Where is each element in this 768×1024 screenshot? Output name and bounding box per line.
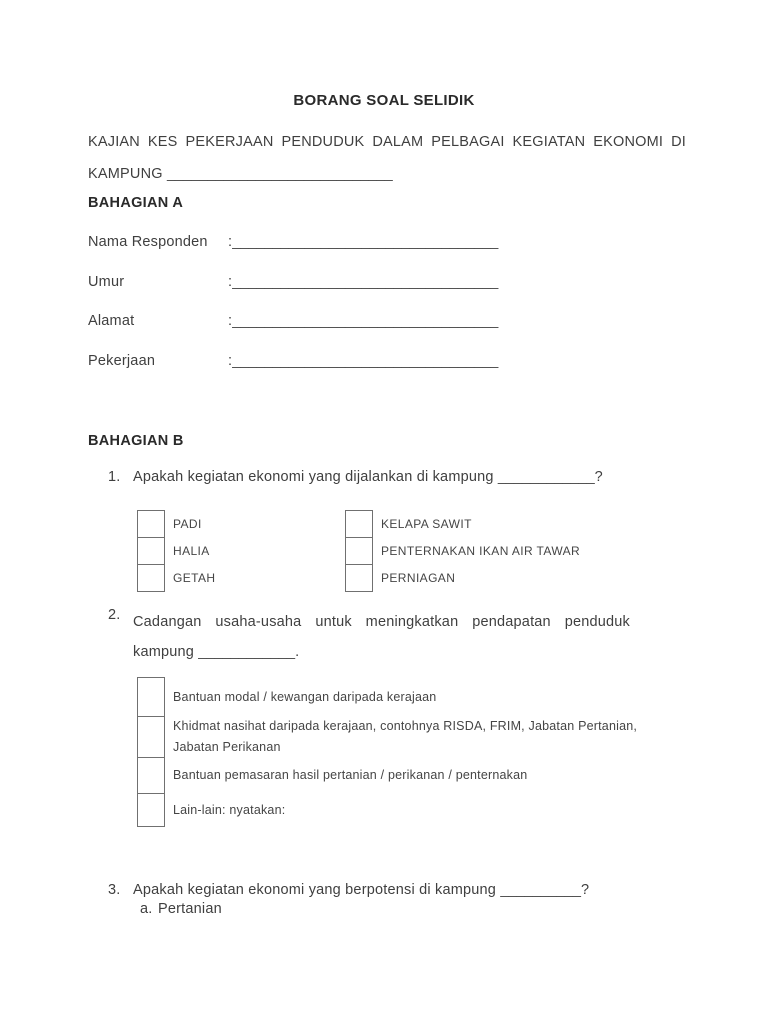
section-b-heading: BAHAGIAN B	[88, 433, 184, 449]
option-row-perniagan	[345, 564, 580, 592]
question-1-suffix: ?	[594, 469, 603, 485]
q1-options-right	[345, 510, 580, 592]
field-label-alamat: Alamat	[88, 313, 135, 329]
section-a-heading: BAHAGIAN A	[88, 195, 184, 211]
checkbox-getah[interactable]	[137, 564, 165, 592]
option-row-khidmat-nasihat	[137, 716, 675, 758]
question-2-line-1: Cadangan usaha-usaha untuk meningkatkan pendapatan penduduk	[133, 614, 630, 630]
question-2-text	[133, 607, 630, 667]
field-blank-pekerjaan: _________________________________	[232, 353, 499, 369]
colon-separator: :	[228, 353, 233, 369]
checkbox-perniagan[interactable]	[345, 564, 373, 592]
q1-options-left	[137, 510, 215, 592]
checkbox-penternakan-ikan[interactable]	[345, 537, 373, 565]
question-3	[108, 882, 589, 898]
question-2-line-2-word: kampung	[133, 644, 199, 660]
option-label-bantuan-modal: Bantuan modal / kewangan daripada kerajaan	[173, 689, 437, 704]
checkbox-khidmat-nasihat[interactable]	[137, 716, 165, 758]
question-2-number: 2.	[108, 607, 121, 623]
question-3-text-main: Apakah kegiatan ekonomi yang berpotensi di kampung	[133, 882, 501, 898]
option-row-padi	[137, 510, 215, 538]
option-row-lain-lain	[137, 793, 675, 827]
q2-options	[137, 677, 675, 827]
option-label-padi: PADI	[173, 517, 202, 531]
checkbox-bantuan-pemasaran[interactable]	[137, 757, 165, 794]
option-label-halia: HALIA	[173, 544, 210, 558]
option-row-getah	[137, 564, 215, 592]
question-3-blank: __________	[500, 882, 581, 898]
field-row-pekerjaan	[88, 353, 688, 369]
option-label-penternakan-ikan: PENTERNAKAN IKAN AIR TAWAR	[381, 544, 581, 558]
option-label-khidmat-nasihat: Khidmat nasihat daripada kerajaan, contohnya RISDA, FRIM, Jabatan Pertanian, Jabatan Perikanan	[173, 719, 638, 754]
option-label-lain-lain: Lain-lain: nyatakan:	[173, 802, 286, 817]
question-2-blank: ____________	[198, 644, 296, 660]
field-label-pekerjaan: Pekerjaan	[88, 353, 156, 369]
question-3-suffix: ?	[580, 882, 590, 898]
colon-separator: :	[228, 234, 233, 250]
checkbox-kelapa-sawit[interactable]	[345, 510, 373, 538]
question-1-blank: ____________	[497, 469, 595, 485]
intro-line-2-word: KAMPUNG	[88, 166, 163, 182]
field-row-alamat	[88, 313, 688, 329]
intro-line-2	[88, 158, 686, 190]
form-title: BORANG SOAL SELIDIK	[293, 92, 475, 109]
question-2-suffix: .	[295, 644, 300, 660]
field-blank-alamat: _________________________________	[232, 313, 499, 329]
intro-paragraph	[88, 126, 686, 190]
sub-option-letter: a.	[140, 901, 153, 917]
question-3-sub-option-a	[140, 901, 222, 917]
sub-option-text: Pertanian	[158, 901, 222, 917]
option-label-bantuan-pemasaran: Bantuan pemasaran hasil pertanian / perikanan / penternakan	[173, 768, 528, 782]
question-1-text	[133, 469, 603, 485]
question-3-number: 3.	[108, 882, 121, 898]
option-row-bantuan-modal	[137, 677, 675, 717]
checkbox-bantuan-modal[interactable]	[137, 677, 165, 717]
option-row-penternakan-ikan	[345, 537, 580, 565]
question-2-line-2	[133, 637, 630, 667]
field-row-nama-responden	[88, 234, 688, 250]
field-blank-nama-responden: _________________________________	[232, 234, 499, 250]
field-row-umur	[88, 274, 688, 290]
option-row-kelapa-sawit	[345, 510, 580, 538]
option-label-perniagan: PERNIAGAN	[381, 571, 456, 585]
question-1	[108, 469, 603, 485]
colon-separator: :	[228, 313, 233, 329]
kampung-fill-blank: ____________________________	[166, 166, 393, 182]
option-row-halia	[137, 537, 215, 565]
question-1-number: 1.	[108, 469, 121, 485]
colon-separator: :	[228, 274, 233, 290]
field-label-umur: Umur	[88, 274, 125, 290]
checkbox-halia[interactable]	[137, 537, 165, 565]
question-2	[108, 607, 630, 667]
question-1-text-main: Apakah kegiatan ekonomi yang dijalankan di kampung	[133, 469, 498, 485]
option-label-getah: GETAH	[173, 571, 216, 585]
option-label-kelapa-sawit: KELAPA SAWIT	[381, 517, 472, 531]
intro-line-1: KAJIAN KES PEKERJAAN PENDUDUK DALAM PELBAGAI KEGIATAN EKONOMI DI	[88, 134, 686, 150]
field-blank-umur: _________________________________	[232, 274, 499, 290]
question-3-text	[133, 882, 589, 898]
field-label-nama-responden: Nama Responden	[88, 234, 208, 250]
option-row-bantuan-pemasaran	[137, 757, 675, 794]
checkbox-padi[interactable]	[137, 510, 165, 538]
checkbox-lain-lain[interactable]	[137, 793, 165, 827]
